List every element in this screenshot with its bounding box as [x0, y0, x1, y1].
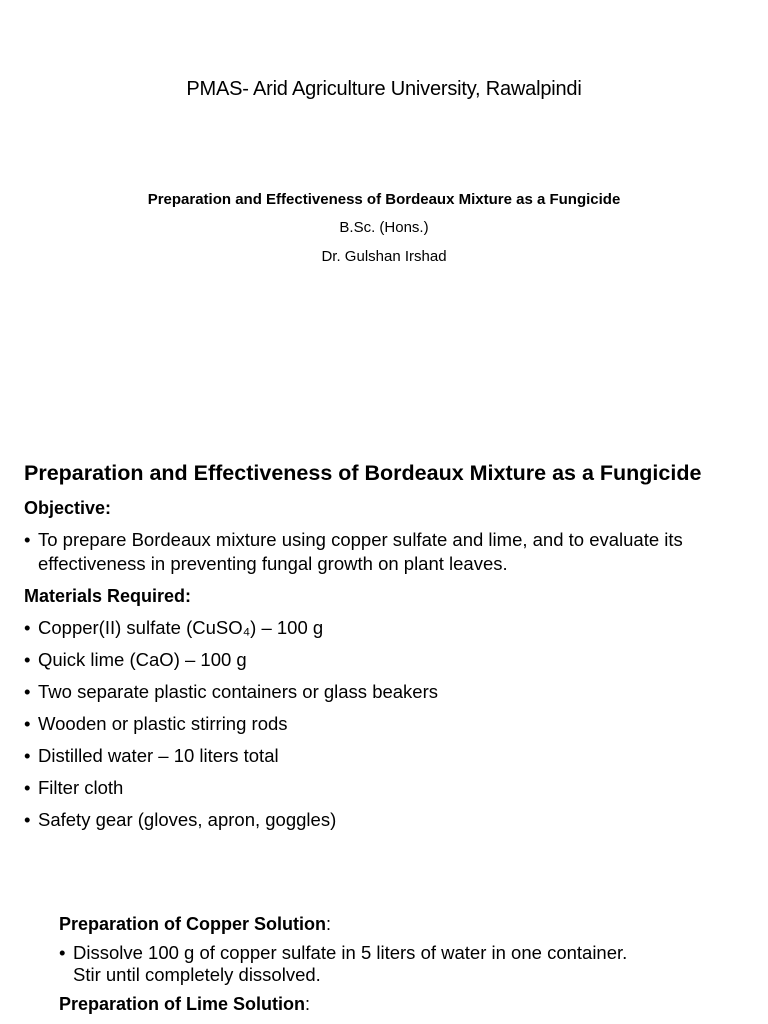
list-item-text: Filter cloth [38, 777, 124, 798]
lime-heading-text: Preparation of Lime Solution [59, 994, 306, 1014]
author-name: Dr. Gulshan Irshad [321, 248, 447, 265]
degree-label: B.Sc. (Hons.) [339, 219, 429, 236]
bullet-icon: • [24, 713, 31, 734]
title-page-title: Preparation and Effectiveness of Bordeaux Mixture as a Fungicide [147, 191, 621, 208]
bullet-icon: • [24, 777, 31, 798]
list-item-text: Copper(II) sulfate (CuSO₄) – 100 g [38, 617, 324, 638]
list-item-text-continued: Stir until completely dissolved. [73, 964, 321, 985]
bullet-icon: • [24, 745, 31, 766]
list-item [24, 528, 754, 576]
copper-solution-heading [59, 912, 749, 936]
list-item [24, 648, 754, 672]
copper-heading-text: Preparation of Copper Solution [59, 914, 327, 934]
procedure-section [59, 912, 749, 1016]
list-item-text: Dissolve 100 g of copper sulfate in 5 liters of water in one container. [73, 942, 628, 963]
objective-list [24, 528, 754, 576]
list-item [24, 712, 754, 736]
section-title: Preparation and Effectiveness of Bordeaux Mixture as a Fungicide [24, 461, 702, 485]
list-item [24, 680, 754, 704]
copper-steps-list [59, 942, 749, 986]
bullet-icon: • [59, 942, 66, 963]
list-item [59, 942, 749, 986]
list-item-text: To prepare Bordeaux mixture using copper sulfate and lime, and to evaluate its effectiveness in preventing fungal growth on plant leaves. [38, 529, 683, 574]
materials-list [24, 616, 754, 832]
bullet-icon: • [24, 649, 31, 670]
list-item [24, 744, 754, 768]
list-item-text: Wooden or plastic stirring rods [38, 713, 288, 734]
lime-solution-heading [59, 992, 749, 1016]
bullet-icon: • [24, 681, 31, 702]
materials-heading: Materials Required: [24, 586, 192, 606]
content-section [24, 461, 754, 838]
bullet-icon: • [24, 809, 31, 830]
list-item-text: Two separate plastic containers or glass beakers [38, 681, 439, 702]
bullet-icon: • [24, 529, 31, 550]
list-item [24, 808, 754, 832]
list-item-text: Distilled water – 10 liters total [38, 745, 279, 766]
list-item [24, 776, 754, 800]
bullet-icon: • [24, 617, 31, 638]
list-item-text: Safety gear (gloves, apron, goggles) [38, 809, 337, 830]
university-name: PMAS- Arid Agriculture University, Rawalpindi [186, 78, 582, 100]
list-item-text: Quick lime (CaO) – 100 g [38, 649, 247, 670]
list-item [24, 616, 754, 640]
objective-heading: Objective: [24, 498, 112, 518]
lime-heading-colon: : [305, 994, 311, 1014]
copper-heading-colon: : [326, 914, 332, 934]
